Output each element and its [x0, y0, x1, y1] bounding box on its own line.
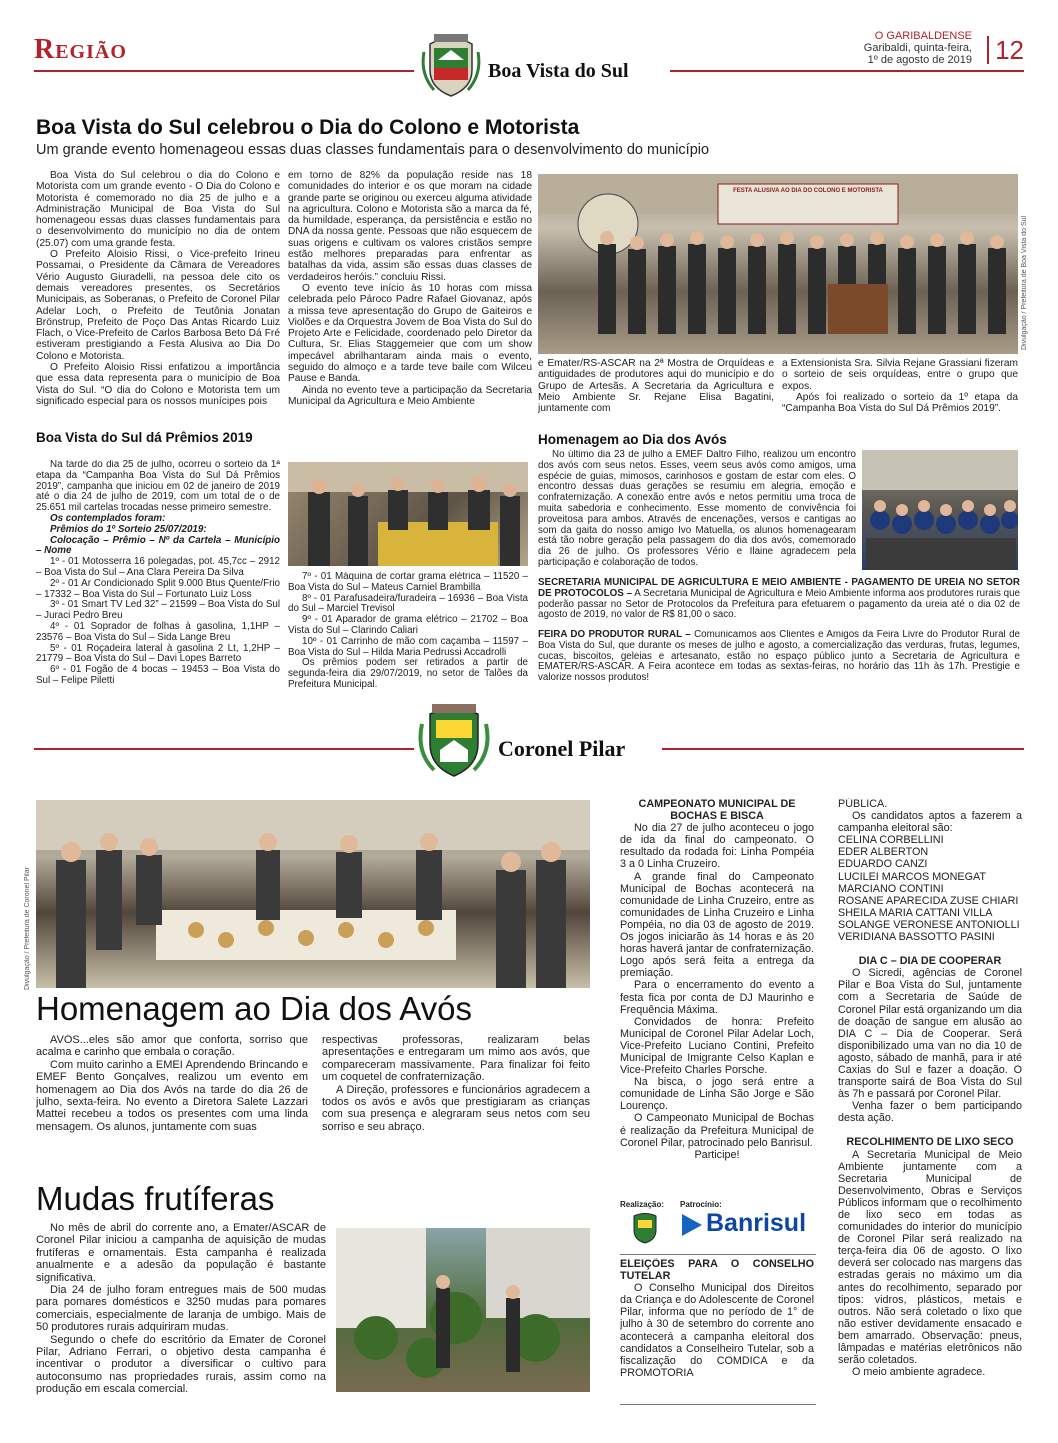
avos-bvs-photo-illustration [862, 450, 1018, 570]
cp-avos-column-1 [36, 1034, 308, 1152]
cp-column-4 [838, 798, 1022, 1406]
bvs-column-3 [538, 358, 774, 414]
paragraph: A Direção, professores e funcionários agradecem a todos os avós e avôs que prestigiaram as crianças com sua presença e alegraram seus netos com seu sorriso e seu abraço. [322, 1083, 590, 1133]
paragraph [538, 630, 1020, 684]
cp-rule-left [34, 748, 414, 750]
boa-vista-crest-icon [420, 30, 482, 100]
premios-column-1 [36, 460, 280, 710]
diac-title: DIA C – DIA DE COOPERAR [858, 955, 1002, 968]
paragraph: O Conselho Municipal dos Direitos da Criança e do Adolescente de Coronel Pilar, informa que no período de 1° de julho à 30 de setembro do corrente ano acontecerá a campanha eleitoral dos candidatos a Conselheiro Tutelar, sob a fiscalização do COMDICA e da PROMOTORIA [620, 1282, 814, 1379]
cp-avos-photo-illustration [36, 800, 590, 988]
paragraph: Para o encerramento do evento a festa fica por conta de DJ Maurinho e Frequência Máxima. [620, 979, 814, 1016]
list-item: SHEILA MARIA CATTANI VILLA [838, 906, 993, 919]
list-item: CELINA CORBELLINI [838, 834, 944, 847]
page-number: 12 [987, 36, 1024, 64]
premios-title: Boa Vista do Sul dá Prêmios 2019 [36, 430, 253, 445]
paragraph [538, 578, 1020, 621]
paragraph: O meio ambiente agradece. [852, 1366, 986, 1379]
bochas-column [620, 798, 814, 1196]
list-item: 2º - 01 Ar Condicionado Split 9.000 Btus Quente/Frio – 17332 – Boa Vista do Sul – Fortunato Luiz Loss [36, 577, 280, 600]
bvs-town-name: Boa Vista do Sul [488, 60, 629, 82]
list-item: 6º - 01 Fogão de 4 bocas – 19453 – Boa Vista do Sul – Felipe Piletti [36, 664, 280, 686]
list-item: 1º - 01 Motosserra 16 polegadas, pot. 45,7cc – 2912 – Boa Vista do Sul – Ana Clara Pereira Da Silva [36, 556, 280, 578]
patrocinio-label: Patrocínio: [680, 1200, 722, 1209]
cp-avos-photo [36, 800, 590, 988]
list-item: 9º - 01 Aparador de grama elétrico – 21702 – Boa Vista do Sul – Clarindo Caliari [288, 614, 528, 636]
list-item: VERIDIANA BASSOTTO PASINI [838, 931, 995, 944]
list-item: LUCILEI MARCOS MONEGAT [838, 870, 986, 883]
paragraph: Os prêmios podem ser retirados a partir de segunda-feira dia 29/07/2019, no setor de Talões da Prefeitura Municipal. [288, 657, 528, 690]
premios-photo [288, 462, 528, 566]
paragraph: Dia 24 de julho foram entregues mais de 500 mudas para pomares domésticos e 3250 mudas para pomares comerciais, especialmente de laranja de umbigo. Mais de 50 produtores rurais adquiriram mudas. [36, 1284, 326, 1334]
paragraph: Após foi realizado o sorteio da 1º etapa da “Campanha Boa Vista do Sul Dá Prêmios 2019”. [782, 391, 1018, 414]
paragraph: e Emater/RS-ASCAR na 2ª Mostra de Orquídeas e antiguidades de produtores aqui do município e do Grupo de Artesãs. A Secretaria da Agricultura e Meio Ambiente Sr. Rejane Elisa Bagatini, juntamente com [538, 358, 774, 414]
list-item: EDUARDO CANZI [838, 858, 928, 871]
paragraph: No dia 27 de julho aconteceu o jogo de ida da final do campeonato. O resultado da rodada foi: Linha Pompéia 3 a 0 Linha Cruzeiro. [620, 822, 814, 871]
cp-photo-credit: Divulgação / Prefeitura de Coronel Pilar [24, 867, 31, 990]
paragraph: Os candidatos aptos a fazerem a campanha eleitoral são: [838, 810, 1022, 835]
ureia-notice [538, 578, 1020, 626]
list-item: 8º - 01 Parafusadeira/furadeira – 16936 – Boa Vista do Sul – Marciel Trevisol [288, 592, 528, 615]
paragraph: Com muito carinho a EMEI Aprendendo Brincando e EMEF Bento Gonçalves, realizou um evento em homenagem ao Dia dos Avós na tarde do dia 26 de julho, sexta-feira. No evento a Diretora Salete Lazzari Mattei recebeu a todos os presentes com uma linda mensagem. Os alunos, juntamente com suas [36, 1058, 308, 1133]
bvs-group-photo [538, 174, 1018, 354]
paragraph: No mês de abril do corrente ano, a Emater/ASCAR de Coronel Pilar iniciou a campanha de aquisição de mudas frutíferas e ornamentais. Esta campanha é realizada anualmente e a adesão da população é bastante significativa. [36, 1222, 326, 1284]
bvs-deck: Um grande evento homenageou essas duas classes fundamentais para o desenvolvimento do município [36, 142, 710, 158]
cp-avos-column-2 [322, 1034, 590, 1152]
paragraph: O Prefeito Aloisio Rissi enfatizou a importância que essa data representa para o município de Boa Vista do Sul. “O dia do Colono e Motorista tem um significado especial para os nossos munícipes pois [36, 362, 280, 407]
paragraph: O evento teve início às 10 horas com missa celebrada pelo Pároco Padre Rafael Giovanaz, após a missa teve apresentação do Grupo de Gaiteiros e Violões e da Orquestra Jovem de Boa Vista do Sul do Projeto Arte e Felicidade, coordenado pelo Diretor da Cultura, Sr. Elias Staggemeier que com um show impecável abrilhantaram ainda mais o evento, seguido do almoço e a tarde teve baile com Wilceu Pause e Banda. [288, 282, 532, 385]
divider [620, 1254, 816, 1255]
avos-bvs-photo [862, 450, 1018, 570]
feira-text: Comunicamos aos Clientes e Amigos da Feira Livre do Produtor Rural de Boa Vista do Sul, que durante os meses de julho e agosto, a comercialização das verduras, frutas, legumes, cucas, biscoitos, geleias e artesanato, estão no espaço público junto a Secretaria de Agricultura e EMATER/RS-ASCAR. A Feira acontece em todas as sextas-feiras, no horário das 11h às 17h. Prestigie e valorize nossos produtos! [538, 630, 1020, 684]
list-item: 7º - 01 Máquina de cortar grama elétrica – 11520 – Boa Vista do Sul – Mateus Carniel Brambilla [288, 572, 528, 593]
mudas-photo [336, 1228, 590, 1392]
bvs-column-2 [288, 170, 532, 414]
paragraph: Na bisca, o jogo será entre a comunidade de Linha São Jorge e São Lourenço. [620, 1076, 814, 1113]
bvs-headline: Boa Vista do Sul celebrou o Dia do Colono e Motorista [36, 116, 580, 139]
bvs-column-4 [782, 358, 1018, 414]
list-item: 3º - 01 Smart TV Led 32” – 21599 – Boa Vista do Sul – Juraci Pedro Breu [36, 599, 280, 622]
bochas-title: CAMPEONATO MUNICIPAL DE BOCHAS E BISCA [638, 798, 796, 823]
paragraph: Colocação – Prêmio – Nº da Cartela – Município – Nome [36, 534, 280, 557]
mudas-text [36, 1222, 326, 1400]
paragraph: Boa Vista do Sul celebrou o dia do Colono e Motorista com um grande evento - O Dia do Colono e Motorista é comemorado no dia 25 de julho e a Administração Municipal de Boa Vista do Sul homenageou essas duas classes fundamentais para o desenvolvimento do município no dia de ontem (25.07) com uma grande festa. [36, 170, 280, 249]
dateline: Garibaldi, quinta-feira, [863, 42, 972, 54]
photo-banner-text: FESTA ALUSIVA AO DIA DO COLONO E MOTORISTA [733, 188, 883, 194]
paper-name: O GARIBALDENSE [874, 30, 972, 42]
list-item: ROSANE APARECIDA ZUSE CHIARI [838, 894, 1019, 907]
paragraph: O Campeonato Municipal de Bochas é realização da Prefeitura Municipal de Coronel Pilar, patrocinado pelo Banrisul. [620, 1112, 814, 1149]
paragraph: Na tarde do dia 25 de julho, ocorreu o sorteio da 1ª etapa da “Campanha Boa Vista do Sul Dá Prêmios 2019”, campanha que iniciou em 02 de janeiro de 2019 até o dia 24 de julho de 2019, com um total de o de 25.651 mil cartelas trocadas nesse primeiro semestre. [36, 460, 280, 514]
paragraph: Convidados de honra: Prefeito Municipal de Coronel Pilar Adelar Loch, Vice-Prefeito Luciano Contini, Prefeito Municipal de Imigrante Celso Kaplan e Vice-Prefeito Charles Porsche. [620, 1015, 814, 1077]
list-item: 5º - 01 Roçadeira lateral à gasolina 2 Lt, 1,2HP – 21779 – Boa Vista do Sul – Davi Lopes Barreto [36, 642, 280, 665]
realizacao-label: Realização: [620, 1200, 665, 1209]
tutelar-column [620, 1258, 814, 1398]
banrisul-wordmark: Banrisul [706, 1209, 807, 1237]
coronel-pilar-small-crest-icon [628, 1210, 662, 1244]
bvs-column-1 [36, 170, 280, 414]
avos-bvs-title: Homenagem ao Dia dos Avós [538, 432, 727, 447]
group-photo-illustration [538, 174, 1018, 354]
ureia-title: SECRETARIA MUNICIPAL DE AGRICULTURA E MEIO AMBIENTE - PAGAMENTO DE UREIA NO SETOR DE PROTOCOLOS – [538, 578, 1020, 599]
header-rule-right [670, 70, 1024, 72]
cp-town-name: Coronel Pilar [498, 736, 626, 761]
paragraph: A Secretaria Municipal de Meio Ambiente juntamente com a Secretaria Municipal de Desenvolvimento, Obras e Serviços Públicos informam que o recolhimento de lixo seco em todas as comunidades do interior do município de Coronel Pilar será realizado na terça-feira dia 06 de agosto. O lixo deverá ser colocado nas margens das estradas gerais no máximo um dia antes do recolhimento, separado por tipos: vidros, plásticos, metais e outros. Não será coletado o lixo que não estiver devidamente ensacado e bem amarrado. Observação: pneus, lâmpadas e matérias eletrônicos não serão coletados. [838, 1148, 1022, 1367]
date: 1º de agosto de 2019 [867, 54, 972, 66]
lixo-title: RECOLHIMENTO DE LIXO SECO [846, 1136, 1014, 1149]
photo-credit: Divulgação / Prefeitura de Boa Vista do Sul [1021, 215, 1028, 350]
feira-notice [538, 630, 1020, 690]
list-item: 10º - 01 Carrinho de mão com caçamba – 11597 – Boa Vista do Sul – Hilda Maria Pedrussi Accadrolli [288, 635, 528, 658]
tutelar-title: ELEIÇÕES PARA O CONSELHO TUTELAR [620, 1258, 814, 1283]
header-rule-left [34, 70, 414, 72]
list-item: MARCIANO CONTINI [838, 882, 944, 895]
paragraph: Venha fazer o bem participando desta ação. [838, 1100, 1022, 1125]
mudas-photo-illustration [336, 1228, 590, 1392]
premios-column-2 [288, 572, 528, 710]
cp-rule-right [662, 748, 1024, 750]
cp-avos-title: Homenagem ao Dia dos Avós [36, 990, 472, 1027]
section-title: Região [34, 34, 127, 65]
premios-photo-illustration [288, 462, 528, 566]
paragraph: PÚBLICA. [838, 798, 888, 810]
divider [620, 1404, 816, 1405]
mudas-title: Mudas frutíferas [36, 1180, 275, 1217]
ureia-text: A Secretaria Municipal de Agricultura e Meio Ambiente informa aos produtores rurais que poderão passar no Setor de Protocolos da Prefeitura para efetuarem o pagamento da ureia até o dia 02 de agosto de 2019, no valor de R$ 81,00 o saco. [538, 587, 1020, 621]
paragraph: a Extensionista Sra. Silvia Rejane Grassiani fizeram o sorteio de seis orquídeas, entre o grupo que expos. [782, 358, 1018, 392]
paragraph: Os contemplados foram: [50, 512, 166, 524]
paragraph: respectivas professoras, realizaram belas apresentações e entregaram um mimo aos avós, que compareceram massivamente. Para finalizar foi feito um coquetel de confraternização. [322, 1034, 590, 1084]
paper-masthead [864, 30, 972, 66]
paragraph: O Prefeito Aloisio Rissi, o Vice-prefeito Irineu Possamai, o Presidente da Câmara de Vereadores Vério Augusto Giuradelli, na pessoa dele cito os demais vereadores presentes, os Secretários Municipais, as Soberanas, o Prefeito de Coronel Pilar Adelar Loch, o Prefeito de Teutônia Jonatan Brönstrup, Prefeito de Poço Das Antas Ricardo Luiz Flach, o Vice-Prefeito de Carlos Barbosa Beto Dá Fré estiveram prestigiando a Festa Alusiva ao Dia Do Colono e Motorista. [36, 249, 280, 362]
paragraph: Participe! [694, 1148, 740, 1161]
paragraph: Prêmios do 1º Sorteio 25/07/2019: [50, 523, 207, 535]
avos-bvs-text [538, 450, 856, 572]
list-item: SOLANGE VERONESE ANTONIOLLI [838, 918, 1020, 931]
paragraph: Ainda no evento teve a participação da Secretaria Municipal da Agricultura e Meio Ambiente [288, 384, 532, 407]
list-item: EDER ALBERTON [838, 846, 929, 859]
feira-title: FEIRA DO PRODUTOR RURAL – [538, 630, 691, 640]
banrisul-logo-icon [680, 1212, 704, 1238]
coronel-pilar-crest-icon [414, 700, 494, 780]
list-item: 4º - 01 Soprador de folhas à gasolina, 1,1HP – 23576 – Boa Vista do Sul – Sida Lange Breu [36, 620, 280, 643]
paragraph: AVÓS...eles são amor que conforta, sorriso que acalma e carinho que embala o coração. [36, 1034, 308, 1059]
paragraph: A grande final do Campeonato Municipal de Bochas acontecerá na comunidade de Linha Cruzeiro, entre as comunidades de Linha Cruzeiro e Linha Pompéia, no dia 03 de agosto de 2019. Os jogos iniciarão às 14 horas e às 20 horas haverá jantar de confraternização. Logo após será feita a entrega da premiação. [620, 870, 814, 980]
paragraph: O Sicredi, agências de Coronel Pilar e Boa Vista do Sul, juntamente com a Secretaria de Saúde de Coronel Pilar está organizando um dia de doação de sangue em alusão ao DIA C – Dia de Cooperar. Será disponibilizado uma van no dia 10 de agosto, sábado de manhã, para ir até Caxias do Sul e fazer a doação. O transporte sairá de Boa Vista do Sul às 7h e passará por Coronel Pilar. [838, 967, 1022, 1101]
paragraph: em torno de 82% da população reside nas 18 comunidades do interior e os que moram na cidade grande parte se originou ou exerceu alguma atividade na agricultura. Colono e Motorista são a marca da fé, da humildade, esperança, da persistência e estão no DNA da nossa gente. Pessoas que não esquecem de suas origens e cultivam os valores cristãos sempre estão melhores preparadas para enfrentar as batalhas da vida, assim são essas duas classes de verdadeiros heróis.” concluiu Rissi. [288, 170, 532, 283]
paragraph: No último dia 23 de julho a EMEF Daltro Filho, realizou um encontro dos avós com seus netos. Esses, veem seus avós como amigos, uma espécie de guias, mimosos, carinhosos e gostam de estar com eles. O encontro dessas duas gerações se resumiu em alegria, emoção e confraternização. A conexão entre avós e netos permitiu uma troca de muita sabedoria e conhecimento. Esse momento de convivência foi proveitosa para ambos. Através de encenações, versos e cantigas ao som da gaita do nosso amigo Ivo Matuella, os alunos homenagearam está tão nobre geração pela passagem do dia dos avós, comemorado dia 26 de julho. Os professores Vério e Ilaine agradecem pela participação e colaboração de todos. [538, 450, 856, 568]
paragraph: Segundo o chefe do escritório da Emater de Coronel Pilar, Adriano Ferrari, o objetivo desta campanha é incentivar o produtor a diversificar o cultivo para autoconsumo nas propriedades rurais, assim como na produção em escala comercial. [36, 1333, 326, 1396]
